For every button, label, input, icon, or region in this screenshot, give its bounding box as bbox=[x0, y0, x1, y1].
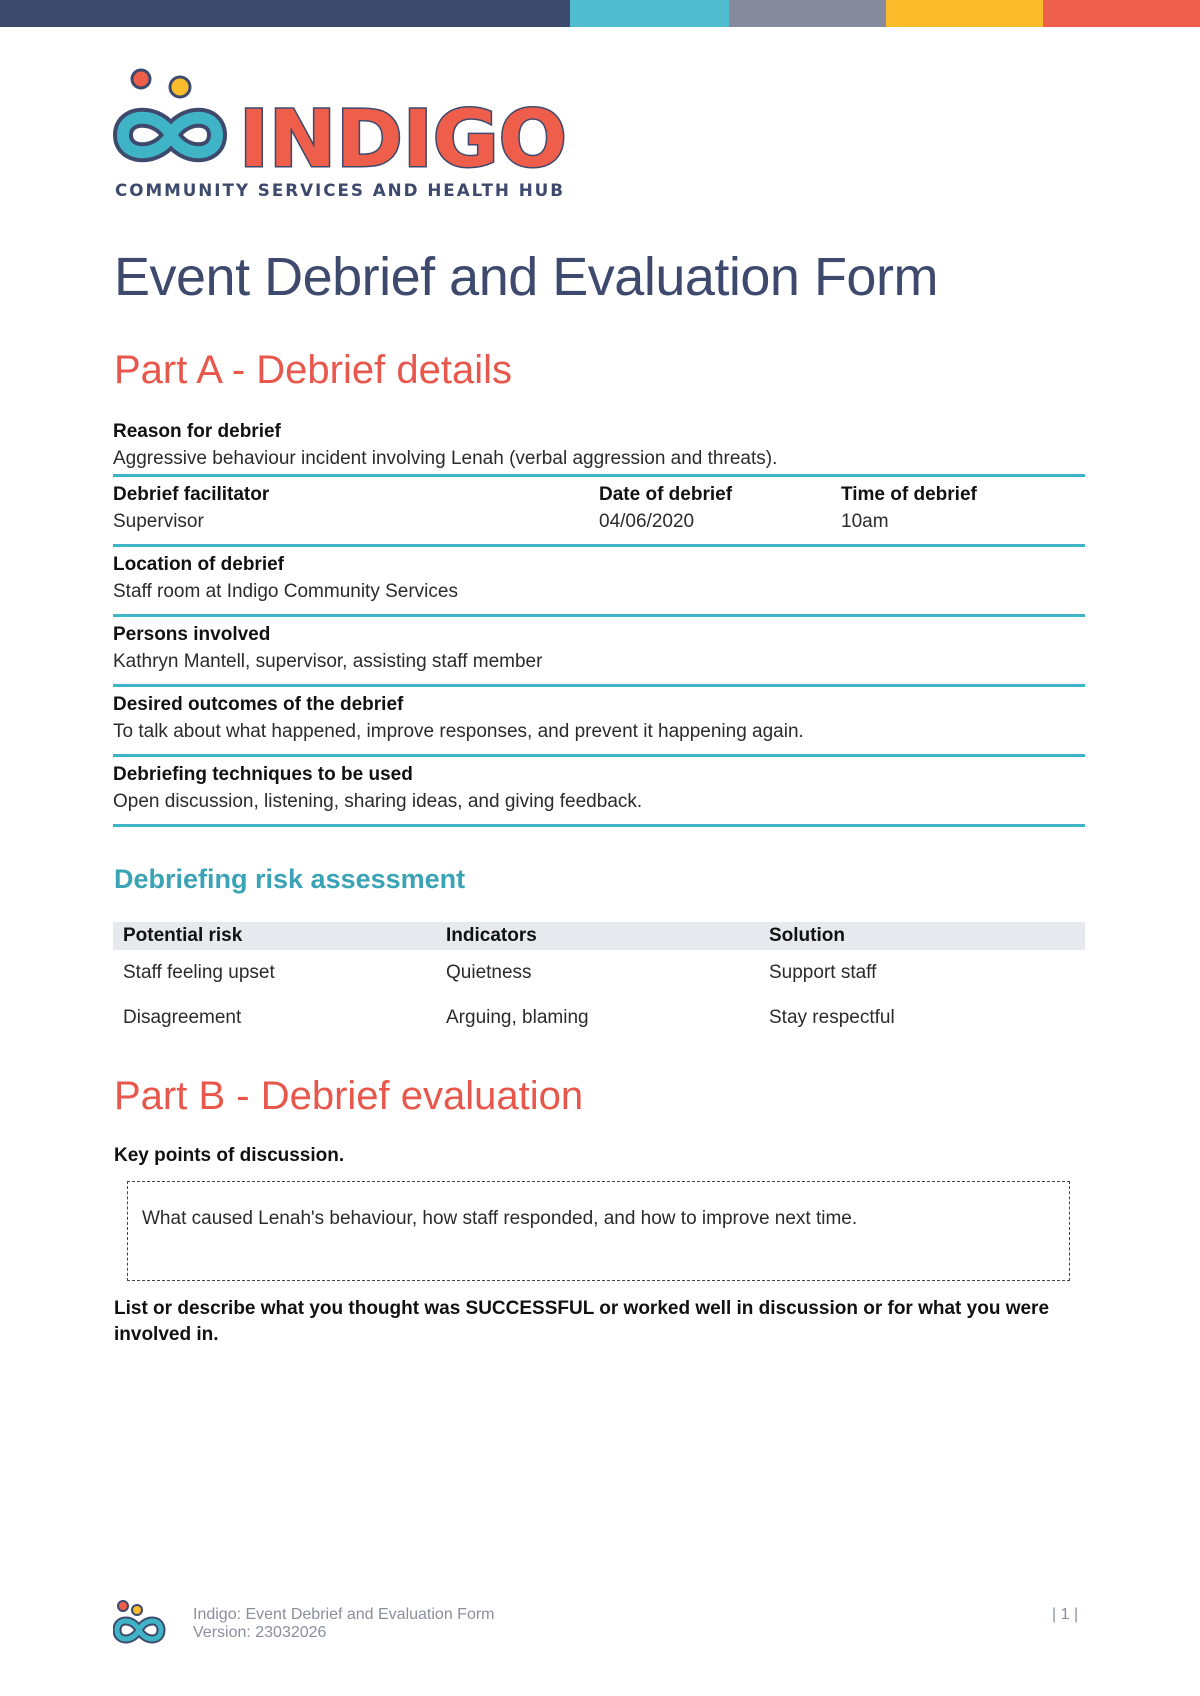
time-label: Time of debrief bbox=[841, 484, 977, 505]
outcomes-label: Desired outcomes of the debrief bbox=[113, 694, 404, 715]
successful-question: List or describe what you thought was SUCCESSFUL or worked well in discussion or for what you were involved in. bbox=[114, 1298, 1050, 1345]
color-bar bbox=[0, 0, 1200, 27]
color-bar-navy bbox=[0, 0, 570, 27]
location-label: Location of debrief bbox=[113, 554, 284, 575]
techniques-row bbox=[113, 757, 1085, 827]
reason-label: Reason for debrief bbox=[113, 421, 281, 442]
table-cell: Stay respectful bbox=[769, 1006, 895, 1028]
part-b-heading: Part B - Debrief evaluation bbox=[114, 1074, 584, 1118]
part-a-heading: Part A - Debrief details bbox=[114, 348, 512, 392]
debrief-details bbox=[113, 414, 1085, 827]
page-title: Event Debrief and Evaluation Form bbox=[114, 247, 938, 307]
persons-row bbox=[113, 617, 1085, 687]
logo-dot-orange bbox=[132, 70, 150, 88]
techniques-value: Open discussion, listening, sharing ideas, and giving feedback. bbox=[113, 791, 643, 812]
color-bar-yellow bbox=[886, 0, 1043, 27]
footer-doc-title: Indigo: Event Debrief and Evaluation Form bbox=[193, 1606, 495, 1623]
indigo-logo bbox=[113, 66, 573, 202]
location-value: Staff room at Indigo Community Services bbox=[113, 581, 458, 602]
risk-table bbox=[113, 922, 1085, 1040]
logo-wordmark: INDIGO bbox=[239, 95, 567, 185]
persons-label: Persons involved bbox=[113, 624, 271, 645]
facilitator-value: Supervisor bbox=[113, 511, 204, 532]
outcomes-row bbox=[113, 687, 1085, 757]
logo-tagline: COMMUNITY SERVICES AND HEALTH HUB bbox=[115, 181, 565, 201]
table-cell: Support staff bbox=[769, 961, 877, 983]
footer-page-number: | 1 | bbox=[1052, 1606, 1079, 1623]
color-bar-orange bbox=[1043, 0, 1200, 27]
persons-value: Kathryn Mantell, supervisor, assisting staff member bbox=[113, 651, 543, 672]
color-bar-teal bbox=[570, 0, 729, 27]
date-label: Date of debrief bbox=[599, 484, 733, 505]
logo-dot-yellow bbox=[170, 77, 190, 97]
location-row bbox=[113, 547, 1085, 617]
column-header-solution: Solution bbox=[759, 922, 1085, 950]
facilitator-row bbox=[113, 477, 1085, 547]
table-header-row bbox=[113, 922, 1085, 950]
table-cell: Quietness bbox=[446, 961, 532, 983]
footer-version: Version: 23032026 bbox=[193, 1624, 327, 1641]
column-header-risk: Potential risk bbox=[113, 922, 436, 950]
column-header-indicators: Indicators bbox=[436, 922, 759, 950]
date-value: 04/06/2020 bbox=[599, 511, 695, 532]
table-cell: Disagreement bbox=[123, 1006, 242, 1028]
color-bar-gray bbox=[729, 0, 886, 27]
facilitator-label: Debrief facilitator bbox=[113, 484, 270, 505]
outcomes-value: To talk about what happened, improve responses, and prevent it happening again. bbox=[113, 721, 804, 742]
time-value: 10am bbox=[841, 511, 889, 532]
table-cell: Staff feeling upset bbox=[123, 961, 275, 983]
reason-row bbox=[113, 414, 1085, 477]
table-row bbox=[113, 995, 1085, 1040]
reason-value: Aggressive behaviour incident involving Lenah (verbal aggression and threats). bbox=[113, 448, 778, 469]
table-row bbox=[113, 950, 1085, 995]
risk-assessment-heading: Debriefing risk assessment bbox=[114, 864, 466, 894]
key-points-answer-field[interactable]: What caused Lenah's behaviour, how staff responded, and how to improve next time. bbox=[127, 1181, 1070, 1281]
table-cell: Arguing, blaming bbox=[446, 1006, 589, 1028]
key-points-question: Key points of discussion. bbox=[114, 1145, 345, 1166]
footer-doc-info bbox=[193, 1606, 495, 1642]
techniques-label: Debriefing techniques to be used bbox=[113, 764, 413, 785]
footer-logo-icon bbox=[113, 1600, 167, 1644]
